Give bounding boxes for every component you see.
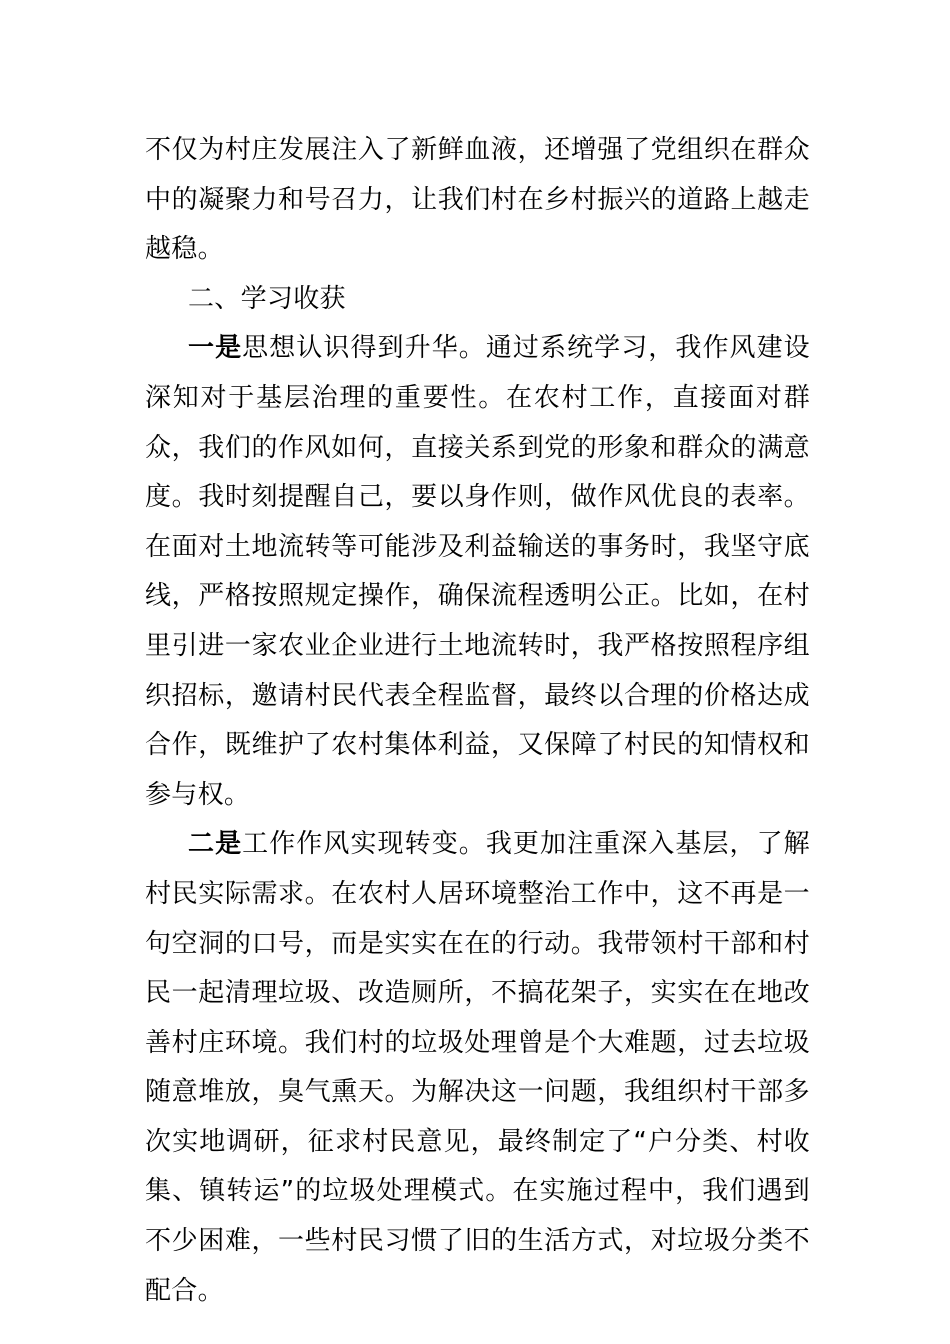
document-body [145, 126, 810, 1316]
paragraph-point-one [145, 324, 810, 820]
point-two-text: 工作作风实现转变。我更加注重深入基层，了解村民实际需求。在农村人居环境整治工作中，这不再是一句空洞的口号，而是实实在在的行动。我带领村干部和村民一起清理垃圾、改造厕所，不搞花架子，实实在在地改善村庄环境。我们村的垃圾处理曾是个大难题，过去垃圾随意堆放，臭气熏天。为解决这一问题，我组织村干部多次实地调研，征求村民意见，最终制定了“户分类、村收集、镇转运”的垃圾处理模式。在实施过程中，我们遇到不少困难，一些村民习惯了旧的生活方式，对垃圾分类不配合。 [145, 829, 810, 1306]
paragraph-point-two [145, 820, 810, 1316]
paragraph-continued: 不仅为村庄发展注入了新鲜血液，还增强了党组织在群众中的凝聚力和号召力，让我们村在乡村振兴的道路上越走越稳。 [145, 135, 810, 265]
point-two-lead: 二是 [188, 829, 243, 860]
point-one-text: 思想认识得到升华。通过系统学习，我作风建设深知对于基层治理的重要性。在农村工作，直接面对群众，我们的作风如何，直接关系到党的形象和群众的满意度。我时刻提醒自己，要以身作则，做作风优良的表率。在面对土地流转等可能涉及利益输送的事务时，我坚守底线，严格按照规定操作，确保流程透明公正。比如，在村里引进一家农业企业进行土地流转时，我严格按照程序组织招标，邀请村民代表全程监督，最终以合理的价格达成合作，既维护了农村集体利益，又保障了村民的知情权和参与权。 [145, 333, 810, 810]
point-one-lead: 一是 [188, 333, 243, 364]
section-heading: 二、学习收获 [188, 283, 346, 314]
